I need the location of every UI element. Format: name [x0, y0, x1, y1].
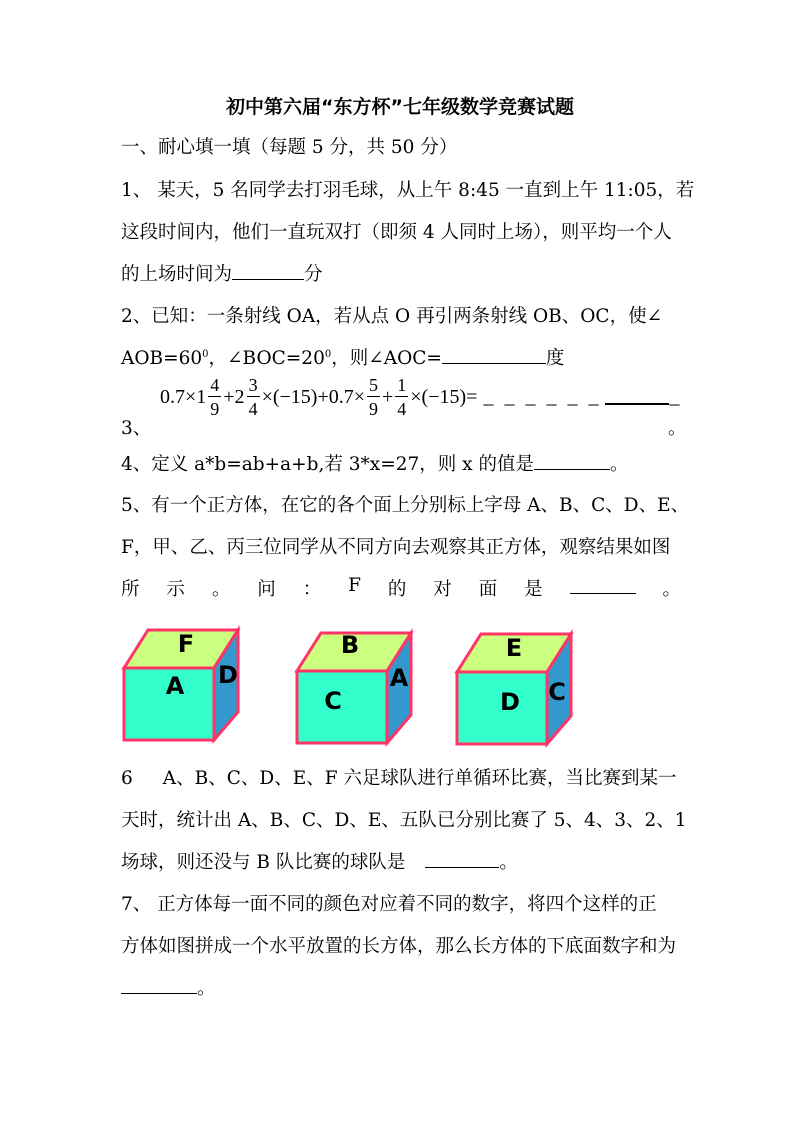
- section-heading: 一、耐心填一填（每题 5 分，共 50 分）: [121, 137, 458, 158]
- q1-line3-prefix: 的上场时间为: [121, 264, 233, 285]
- q5-word: 。: [211, 579, 231, 600]
- q1-line3: [121, 260, 323, 286]
- q7-line1: 7、 正方体每一面不同的颜色对应着不同的数字，将四个这样的正: [121, 894, 657, 915]
- q1-line2: 这段时间内，他们一直玩双打（即须 4 人同时上场），则平均一个人: [121, 222, 672, 243]
- cube-top-letter: B: [340, 631, 360, 659]
- q5-line2: F，甲、乙、丙三位同学从不同方向去观察其正方体，观察结果如图: [121, 537, 671, 558]
- q1-answer-blank[interactable]: [232, 261, 304, 280]
- q5-word: 所: [121, 579, 140, 600]
- q3-term5: ×(−15)=: [410, 385, 478, 408]
- q4-line: [121, 450, 629, 476]
- q5-word: 是: [524, 579, 543, 600]
- q7-line3: [121, 974, 216, 1000]
- q5-word: 示: [166, 579, 185, 600]
- q3-term3: ×(−15)+0.7×: [261, 385, 365, 408]
- q5-line1: 5、有一个正方体，在它的各个面上分别标上字母 A、B、C、D、E、: [121, 495, 690, 516]
- frac-num: 3: [248, 375, 258, 395]
- q7-answer-blank[interactable]: [121, 975, 197, 994]
- q5-word: F: [348, 575, 361, 596]
- q2-suffix: 度: [545, 348, 565, 369]
- q5-word: 问: [257, 579, 276, 600]
- q2-aoc: ，则∠AOC=: [331, 348, 442, 369]
- q3-answer-blank[interactable]: [605, 389, 669, 405]
- cube-view-1: [120, 626, 245, 744]
- cube-front-face: [297, 671, 387, 743]
- q3-fraction-3: [367, 376, 380, 418]
- cube-view-3: [453, 630, 578, 748]
- q5-word: 的: [387, 579, 407, 600]
- q5-end: 。: [662, 579, 681, 600]
- q3-term4: +: [382, 385, 394, 408]
- q6-line3: [121, 848, 518, 874]
- q3-fraction-1: [208, 376, 221, 418]
- frac-den: 9: [369, 399, 378, 419]
- q2-aob: AOB=60: [121, 348, 203, 369]
- q5-word: 面: [478, 579, 498, 600]
- cube-top-letter: F: [177, 630, 195, 658]
- q3-term1: 0.7×1: [160, 385, 207, 408]
- q3-dashed-blank[interactable]: _ _ _ _ _ _: [483, 385, 602, 408]
- q2-line2: [121, 344, 564, 370]
- q3-fraction-2: [247, 376, 260, 418]
- frac-num: 5: [369, 375, 378, 395]
- q2-degree-2: 0: [324, 349, 332, 360]
- q7-line2: 方体如图拼成一个水平放置的长方体，那么长方体的下底面数字和为: [121, 936, 677, 957]
- q2-boc: ，∠BOC=20: [208, 348, 325, 369]
- cube-side-letter: C: [548, 678, 566, 706]
- q6-prefix: 场球，则还没与 B 队比赛的球队是: [121, 852, 406, 873]
- cube-top-letter: E: [505, 634, 523, 662]
- q1-line1: 1、 某天，5 名同学去打羽毛球，从上午 8:45 一直到上午 11:05，若: [121, 180, 695, 201]
- cube-view-2: [293, 629, 418, 747]
- q4-prefix: 4、定义 a*b=ab+a+b,若 3*x=27，则 x 的值是: [121, 454, 534, 475]
- q5-word: ：: [302, 579, 322, 600]
- cube-front-letter: D: [500, 688, 520, 716]
- q2-degree-1: 0: [202, 349, 209, 360]
- q3-end-dash: _: [669, 385, 680, 408]
- q6-number: 6: [121, 768, 133, 789]
- q3-number: 3、: [121, 418, 152, 439]
- q2-answer-blank[interactable]: [442, 345, 546, 364]
- q3-end-mark: 。: [668, 418, 687, 439]
- q6-answer-blank[interactable]: [425, 849, 499, 868]
- q4-answer-blank[interactable]: [534, 451, 610, 470]
- q7-suffix: 。: [197, 978, 216, 999]
- frac-den: 4: [397, 399, 407, 419]
- q3-term2: +2: [223, 385, 245, 408]
- q4-suffix: 。: [609, 454, 629, 475]
- q5-line3: [121, 575, 681, 601]
- frac-num: 1: [397, 375, 407, 395]
- frac-den: 9: [210, 399, 220, 419]
- cube-front-letter: C: [324, 687, 342, 715]
- frac-den: 4: [248, 399, 258, 419]
- q6-line1-text: A、B、C、D、E、F 六足球队进行单循环比赛，当比赛到某一: [162, 768, 677, 789]
- q2-line1: 2、已知：一条射线 OA，若从点 O 再引两条射线 OB、OC，使∠: [121, 306, 663, 327]
- page-title: 初中第六届“东方杯”七年级数学竞赛试题: [226, 96, 574, 118]
- q6-line2: 天时，统计出 A、B、C、D、E、五队已分别比赛了 5、4、3、2、1: [121, 810, 687, 831]
- q3-fraction-4: [395, 376, 408, 418]
- q5-word: 对: [433, 579, 452, 600]
- cube-side-letter: A: [389, 664, 409, 692]
- cube-front-letter: A: [165, 672, 185, 700]
- q1-line3-suffix: 分: [304, 264, 323, 285]
- q5-answer-blank[interactable]: [570, 575, 636, 594]
- frac-num: 4: [210, 375, 220, 395]
- q3-expression: [160, 376, 679, 418]
- cube-side-letter: D: [218, 661, 238, 689]
- q6-suffix: 。: [499, 852, 518, 873]
- q6-line1: [121, 764, 676, 790]
